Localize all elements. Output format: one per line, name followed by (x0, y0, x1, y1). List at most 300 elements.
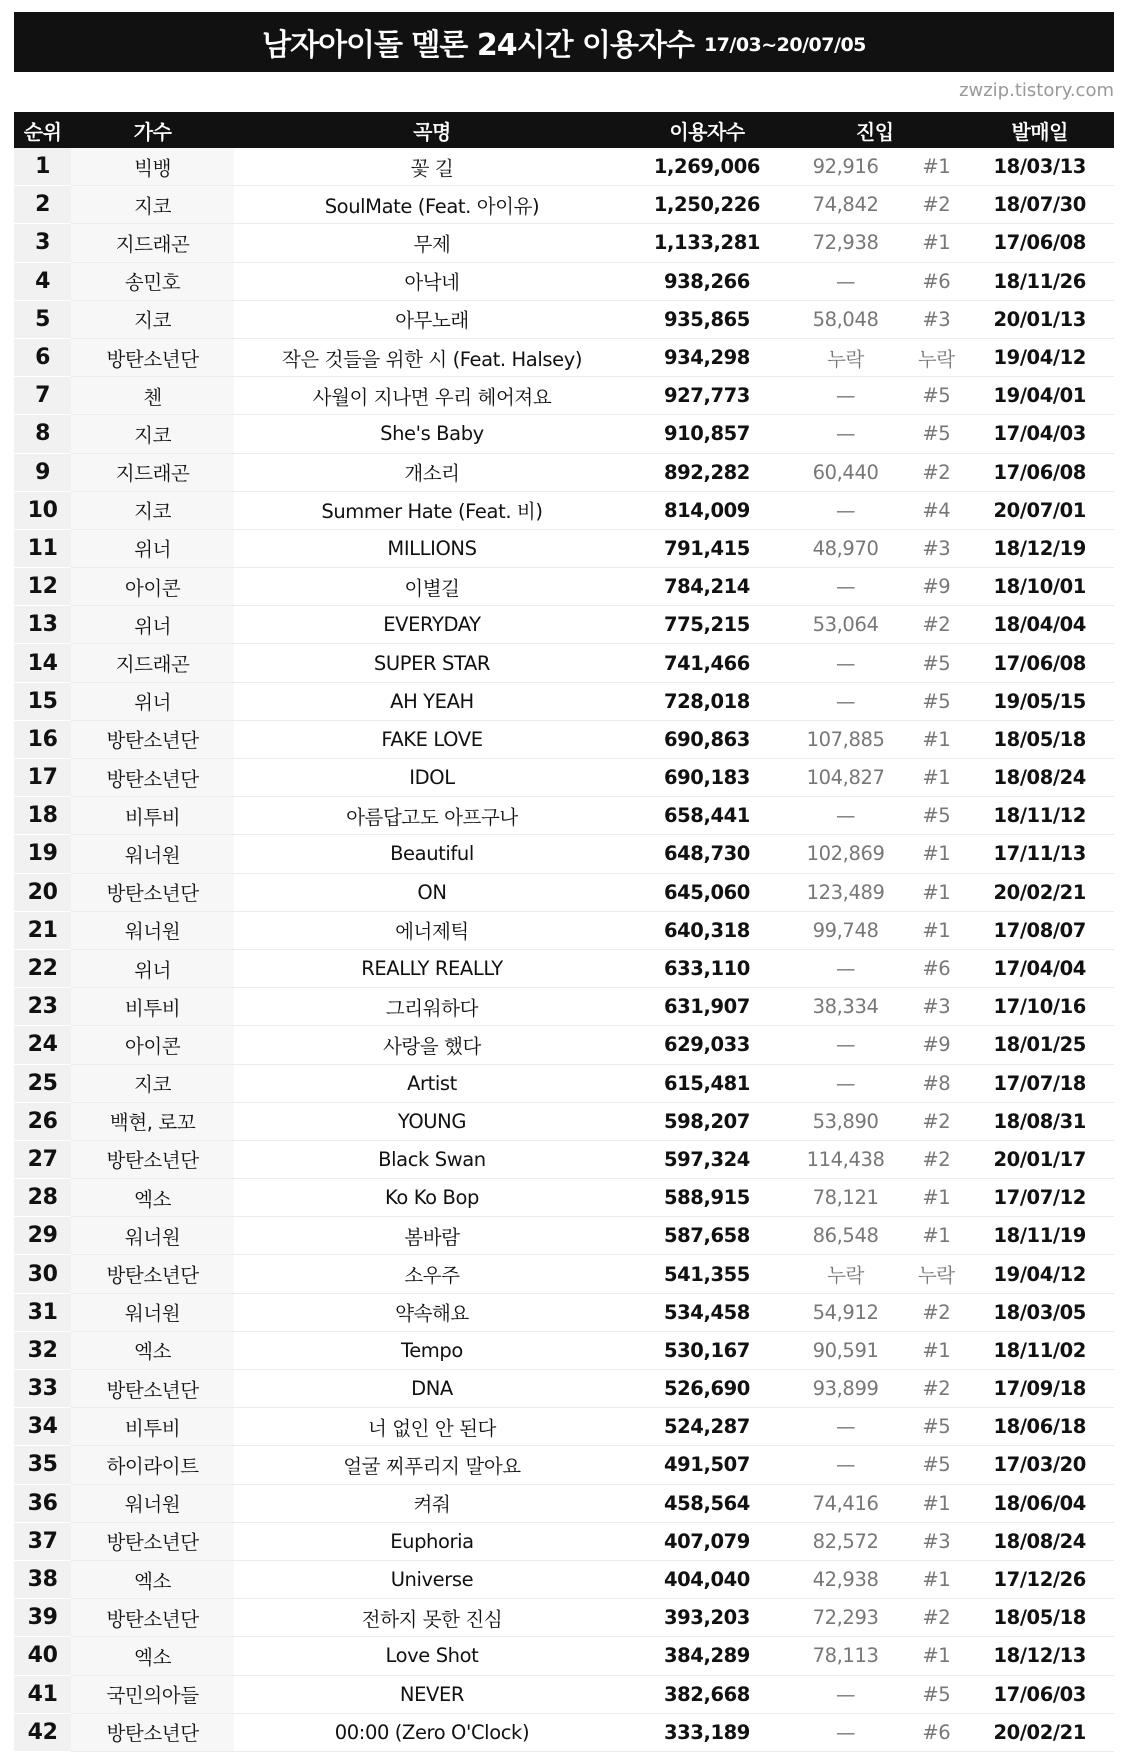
artist-cell: 방탄소년단 (71, 873, 234, 911)
entry-count-cell: 86,548 (784, 1217, 907, 1255)
table-row (14, 262, 1114, 300)
artist-cell: 아이콘 (71, 568, 234, 606)
song-cell: SoulMate (Feat. 아이유) (234, 186, 630, 224)
artist-cell: 엑소 (71, 1179, 234, 1217)
release-date-cell: 17/04/04 (965, 949, 1114, 987)
ranking-table (14, 112, 1114, 1752)
rank-cell: 3 (14, 224, 71, 262)
listeners-cell: 524,287 (630, 1408, 784, 1446)
artist-cell: 워너원 (71, 1484, 234, 1522)
entry-rank-cell: #3 (907, 300, 965, 338)
release-date-cell: 18/11/12 (965, 797, 1114, 835)
rank-cell: 32 (14, 1331, 71, 1369)
listeners-cell: 633,110 (630, 949, 784, 987)
entry-rank-cell: #1 (907, 1179, 965, 1217)
listeners-cell: 935,865 (630, 300, 784, 338)
entry-count-cell: 93,899 (784, 1370, 907, 1408)
entry-count-cell: 53,064 (784, 606, 907, 644)
song-cell: IDOL (234, 759, 630, 797)
release-date-cell: 18/03/05 (965, 1293, 1114, 1331)
table-row (14, 1675, 1114, 1713)
rank-cell: 30 (14, 1255, 71, 1293)
entry-count-cell: 99,748 (784, 911, 907, 949)
rank-cell: 34 (14, 1408, 71, 1446)
artist-cell: 지코 (71, 415, 234, 453)
song-cell: MILLIONS (234, 529, 630, 567)
artist-cell: 국민의아들 (71, 1675, 234, 1713)
rank-cell: 23 (14, 988, 71, 1026)
entry-rank-cell: #5 (907, 415, 965, 453)
entry-rank-cell: #1 (907, 1484, 965, 1522)
listeners-cell: 784,214 (630, 568, 784, 606)
column-header-release: 발매일 (965, 112, 1114, 148)
entry-rank-cell: #1 (907, 148, 965, 186)
column-header-rank: 순위 (14, 112, 71, 148)
entry-rank-cell: #6 (907, 949, 965, 987)
song-cell: 아낙네 (234, 262, 630, 300)
release-date-cell: 17/06/03 (965, 1675, 1114, 1713)
table-row (14, 949, 1114, 987)
entry-count-cell: — (784, 568, 907, 606)
rank-cell: 4 (14, 262, 71, 300)
listeners-cell: 645,060 (630, 873, 784, 911)
release-date-cell: 18/11/19 (965, 1217, 1114, 1255)
listeners-cell: 910,857 (630, 415, 784, 453)
listeners-cell: 775,215 (630, 606, 784, 644)
release-date-cell: 19/04/12 (965, 338, 1114, 376)
entry-count-cell: — (784, 1026, 907, 1064)
entry-count-cell: 58,048 (784, 300, 907, 338)
rank-cell: 42 (14, 1713, 71, 1751)
release-date-cell: 19/05/15 (965, 682, 1114, 720)
rank-cell: 35 (14, 1446, 71, 1484)
release-date-cell: 18/07/30 (965, 186, 1114, 224)
song-cell: 에너제틱 (234, 911, 630, 949)
entry-rank-cell: 누락 (907, 338, 965, 376)
release-date-cell: 18/12/13 (965, 1637, 1114, 1675)
column-header-listeners: 이용자수 (630, 112, 784, 148)
rank-cell: 39 (14, 1599, 71, 1637)
entry-count-cell: 74,416 (784, 1484, 907, 1522)
listeners-cell: 938,266 (630, 262, 784, 300)
artist-cell: 엑소 (71, 1331, 234, 1369)
entry-count-cell: 72,293 (784, 1599, 907, 1637)
release-date-cell: 20/07/01 (965, 491, 1114, 529)
rank-cell: 26 (14, 1102, 71, 1140)
listeners-cell: 587,658 (630, 1217, 784, 1255)
entry-count-cell: — (784, 797, 907, 835)
table-row (14, 873, 1114, 911)
entry-rank-cell: #2 (907, 1293, 965, 1331)
table-row (14, 1179, 1114, 1217)
entry-rank-cell: #1 (907, 1637, 965, 1675)
table-row (14, 682, 1114, 720)
artist-cell: 빅뱅 (71, 148, 234, 186)
release-date-cell: 20/02/21 (965, 1713, 1114, 1751)
listeners-cell: 728,018 (630, 682, 784, 720)
table-row (14, 415, 1114, 453)
rank-cell: 27 (14, 1140, 71, 1178)
release-date-cell: 17/03/20 (965, 1446, 1114, 1484)
release-date-cell: 18/08/24 (965, 759, 1114, 797)
table-row (14, 1560, 1114, 1598)
artist-cell: 방탄소년단 (71, 338, 234, 376)
table-body (14, 148, 1114, 1751)
song-cell: 00:00 (Zero O'Clock) (234, 1713, 630, 1751)
entry-count-cell: 82,572 (784, 1522, 907, 1560)
artist-cell: 비투비 (71, 1408, 234, 1446)
artist-cell: 위너 (71, 529, 234, 567)
entry-rank-cell: #1 (907, 873, 965, 911)
column-header-artist: 가수 (71, 112, 234, 148)
entry-count-cell: 78,113 (784, 1637, 907, 1675)
table-row (14, 988, 1114, 1026)
release-date-cell: 17/07/12 (965, 1179, 1114, 1217)
entry-count-cell: 78,121 (784, 1179, 907, 1217)
song-cell: Beautiful (234, 835, 630, 873)
entry-count-cell: — (784, 1064, 907, 1102)
entry-rank-cell: #1 (907, 759, 965, 797)
entry-rank-cell: #5 (907, 1446, 965, 1484)
listeners-cell: 690,863 (630, 720, 784, 758)
listeners-cell: 631,907 (630, 988, 784, 1026)
song-cell: SUPER STAR (234, 644, 630, 682)
song-cell: 사월이 지나면 우리 헤어져요 (234, 377, 630, 415)
artist-cell: 비투비 (71, 988, 234, 1026)
entry-count-cell: 54,912 (784, 1293, 907, 1331)
rank-cell: 38 (14, 1560, 71, 1598)
song-cell: REALLY REALLY (234, 949, 630, 987)
table-row (14, 1064, 1114, 1102)
release-date-cell: 18/08/24 (965, 1522, 1114, 1560)
artist-cell: 비투비 (71, 797, 234, 835)
listeners-cell: 393,203 (630, 1599, 784, 1637)
entry-count-cell: — (784, 1446, 907, 1484)
song-cell: Summer Hate (Feat. 비) (234, 491, 630, 529)
entry-count-cell: 123,489 (784, 873, 907, 911)
listeners-cell: 648,730 (630, 835, 784, 873)
entry-rank-cell: #5 (907, 1675, 965, 1713)
song-cell: 작은 것들을 위한 시 (Feat. Halsey) (234, 338, 630, 376)
release-date-cell: 17/06/08 (965, 453, 1114, 491)
entry-count-cell: 114,438 (784, 1140, 907, 1178)
artist-cell: 방탄소년단 (71, 720, 234, 758)
entry-rank-cell: #9 (907, 1026, 965, 1064)
rank-cell: 24 (14, 1026, 71, 1064)
entry-count-cell: — (784, 682, 907, 720)
artist-cell: 하이라이트 (71, 1446, 234, 1484)
entry-rank-cell: #8 (907, 1064, 965, 1102)
rank-cell: 9 (14, 453, 71, 491)
song-cell: 소우주 (234, 1255, 630, 1293)
entry-count-cell: 53,890 (784, 1102, 907, 1140)
song-cell: NEVER (234, 1675, 630, 1713)
release-date-cell: 17/11/13 (965, 835, 1114, 873)
artist-cell: 엑소 (71, 1560, 234, 1598)
table-row (14, 1522, 1114, 1560)
listeners-cell: 526,690 (630, 1370, 784, 1408)
release-date-cell: 17/10/16 (965, 988, 1114, 1026)
entry-rank-cell: #4 (907, 491, 965, 529)
entry-count-cell: 104,827 (784, 759, 907, 797)
song-cell: 봄바람 (234, 1217, 630, 1255)
rank-cell: 5 (14, 300, 71, 338)
release-date-cell: 18/06/04 (965, 1484, 1114, 1522)
rank-cell: 17 (14, 759, 71, 797)
song-cell: 무제 (234, 224, 630, 262)
listeners-cell: 741,466 (630, 644, 784, 682)
entry-count-cell: — (784, 415, 907, 453)
table-row (14, 529, 1114, 567)
entry-rank-cell: #2 (907, 186, 965, 224)
rank-cell: 25 (14, 1064, 71, 1102)
listeners-cell: 927,773 (630, 377, 784, 415)
rank-cell: 1 (14, 148, 71, 186)
entry-rank-cell: #3 (907, 1522, 965, 1560)
table-header-row (14, 112, 1114, 148)
song-cell: 꽃 길 (234, 148, 630, 186)
artist-cell: 방탄소년단 (71, 1140, 234, 1178)
entry-rank-cell: #3 (907, 529, 965, 567)
song-cell: ON (234, 873, 630, 911)
entry-rank-cell: #6 (907, 262, 965, 300)
artist-cell: 지드래곤 (71, 644, 234, 682)
artist-cell: 방탄소년단 (71, 1370, 234, 1408)
entry-count-cell: — (784, 949, 907, 987)
release-date-cell: 18/11/26 (965, 262, 1114, 300)
entry-rank-cell: #1 (907, 720, 965, 758)
rank-cell: 2 (14, 186, 71, 224)
rank-cell: 19 (14, 835, 71, 873)
release-date-cell: 17/07/18 (965, 1064, 1114, 1102)
song-cell: Euphoria (234, 1522, 630, 1560)
release-date-cell: 18/08/31 (965, 1102, 1114, 1140)
table-row (14, 1637, 1114, 1675)
entry-rank-cell: #2 (907, 453, 965, 491)
artist-cell: 위너 (71, 682, 234, 720)
table-row (14, 377, 1114, 415)
release-date-cell: 18/12/19 (965, 529, 1114, 567)
entry-rank-cell: #1 (907, 911, 965, 949)
rank-cell: 8 (14, 415, 71, 453)
artist-cell: 워너원 (71, 911, 234, 949)
rank-cell: 7 (14, 377, 71, 415)
table-row (14, 568, 1114, 606)
entry-rank-cell: #5 (907, 1408, 965, 1446)
entry-count-cell: 60,440 (784, 453, 907, 491)
entry-count-cell: 누락 (784, 1255, 907, 1293)
song-cell: DNA (234, 1370, 630, 1408)
table-row (14, 224, 1114, 262)
table-row (14, 491, 1114, 529)
release-date-cell: 17/12/26 (965, 1560, 1114, 1598)
release-date-cell: 20/01/13 (965, 300, 1114, 338)
entry-count-cell: 92,916 (784, 148, 907, 186)
release-date-cell: 17/06/08 (965, 644, 1114, 682)
table-row (14, 1140, 1114, 1178)
entry-rank-cell: #2 (907, 1599, 965, 1637)
listeners-cell: 491,507 (630, 1446, 784, 1484)
listeners-cell: 597,324 (630, 1140, 784, 1178)
table-row (14, 1484, 1114, 1522)
listeners-cell: 404,040 (630, 1560, 784, 1598)
release-date-cell: 18/10/01 (965, 568, 1114, 606)
rank-cell: 40 (14, 1637, 71, 1675)
artist-cell: 첸 (71, 377, 234, 415)
rank-cell: 14 (14, 644, 71, 682)
entry-count-cell: 107,885 (784, 720, 907, 758)
rank-cell: 20 (14, 873, 71, 911)
entry-rank-cell: 누락 (907, 1255, 965, 1293)
artist-cell: 방탄소년단 (71, 759, 234, 797)
table-row (14, 1713, 1114, 1751)
song-cell: YOUNG (234, 1102, 630, 1140)
entry-rank-cell: #1 (907, 1560, 965, 1598)
rank-cell: 16 (14, 720, 71, 758)
table-row (14, 720, 1114, 758)
rank-cell: 15 (14, 682, 71, 720)
artist-cell: 백현, 로꼬 (71, 1102, 234, 1140)
table-row (14, 1255, 1114, 1293)
listeners-cell: 541,355 (630, 1255, 784, 1293)
table-row (14, 797, 1114, 835)
table-row (14, 644, 1114, 682)
listeners-cell: 892,282 (630, 453, 784, 491)
title-bar (14, 12, 1114, 72)
artist-cell: 지코 (71, 186, 234, 224)
rank-cell: 6 (14, 338, 71, 376)
listeners-cell: 814,009 (630, 491, 784, 529)
table-row (14, 148, 1114, 186)
entry-rank-cell: #5 (907, 797, 965, 835)
entry-count-cell: 102,869 (784, 835, 907, 873)
song-cell: 얼굴 찌푸리지 말아요 (234, 1446, 630, 1484)
rank-cell: 29 (14, 1217, 71, 1255)
entry-rank-cell: #9 (907, 568, 965, 606)
song-cell: 아름답고도 아프구나 (234, 797, 630, 835)
listeners-cell: 384,289 (630, 1637, 784, 1675)
entry-count-cell: — (784, 1675, 907, 1713)
rank-cell: 11 (14, 529, 71, 567)
table-row (14, 1217, 1114, 1255)
entry-rank-cell: #1 (907, 1331, 965, 1369)
song-cell: Love Shot (234, 1637, 630, 1675)
artist-cell: 지코 (71, 491, 234, 529)
listeners-cell: 458,564 (630, 1484, 784, 1522)
song-cell: FAKE LOVE (234, 720, 630, 758)
rank-cell: 31 (14, 1293, 71, 1331)
entry-count-cell: — (784, 1713, 907, 1751)
song-cell: Universe (234, 1560, 630, 1598)
entry-rank-cell: #2 (907, 1140, 965, 1178)
table-row (14, 1599, 1114, 1637)
song-cell: 아무노래 (234, 300, 630, 338)
release-date-cell: 17/06/08 (965, 224, 1114, 262)
entry-rank-cell: #1 (907, 1217, 965, 1255)
listeners-cell: 530,167 (630, 1331, 784, 1369)
table-row (14, 453, 1114, 491)
release-date-cell: 19/04/12 (965, 1255, 1114, 1293)
release-date-cell: 19/04/01 (965, 377, 1114, 415)
listeners-cell: 598,207 (630, 1102, 784, 1140)
song-cell: Artist (234, 1064, 630, 1102)
listeners-cell: 690,183 (630, 759, 784, 797)
rank-cell: 18 (14, 797, 71, 835)
entry-rank-cell: #2 (907, 1102, 965, 1140)
table-row (14, 1331, 1114, 1369)
entry-rank-cell: #1 (907, 835, 965, 873)
table-row (14, 606, 1114, 644)
rank-cell: 13 (14, 606, 71, 644)
song-cell: She's Baby (234, 415, 630, 453)
song-cell: 켜줘 (234, 1484, 630, 1522)
rank-cell: 33 (14, 1370, 71, 1408)
entry-rank-cell: #2 (907, 606, 965, 644)
source-credit: zwzip.tistory.com (959, 80, 1114, 101)
listeners-cell: 333,189 (630, 1713, 784, 1751)
entry-count-cell: 90,591 (784, 1331, 907, 1369)
release-date-cell: 18/11/02 (965, 1331, 1114, 1369)
entry-count-cell: 42,938 (784, 1560, 907, 1598)
artist-cell: 송민호 (71, 262, 234, 300)
artist-cell: 아이콘 (71, 1026, 234, 1064)
listeners-cell: 1,269,006 (630, 148, 784, 186)
entry-rank-cell: #6 (907, 1713, 965, 1751)
artist-cell: 지드래곤 (71, 224, 234, 262)
listeners-cell: 382,668 (630, 1675, 784, 1713)
artist-cell: 지코 (71, 300, 234, 338)
artist-cell: 방탄소년단 (71, 1713, 234, 1751)
entry-rank-cell: #5 (907, 644, 965, 682)
artist-cell: 워너원 (71, 835, 234, 873)
table-row (14, 1026, 1114, 1064)
table-row (14, 911, 1114, 949)
song-cell: AH YEAH (234, 682, 630, 720)
listeners-cell: 588,915 (630, 1179, 784, 1217)
column-header-entry: 진입 (784, 112, 966, 148)
song-cell: 약속해요 (234, 1293, 630, 1331)
entry-count-cell: 72,938 (784, 224, 907, 262)
song-cell: 그리워하다 (234, 988, 630, 1026)
entry-count-cell: 74,842 (784, 186, 907, 224)
release-date-cell: 18/04/04 (965, 606, 1114, 644)
release-date-cell: 18/03/13 (965, 148, 1114, 186)
release-date-cell: 20/01/17 (965, 1140, 1114, 1178)
entry-count-cell: — (784, 262, 907, 300)
table-row (14, 1102, 1114, 1140)
entry-count-cell: 38,334 (784, 988, 907, 1026)
entry-count-cell: — (784, 644, 907, 682)
rank-cell: 37 (14, 1522, 71, 1560)
listeners-cell: 640,318 (630, 911, 784, 949)
artist-cell: 위너 (71, 949, 234, 987)
table-row (14, 1293, 1114, 1331)
listeners-cell: 615,481 (630, 1064, 784, 1102)
table-row (14, 759, 1114, 797)
song-cell: 전하지 못한 진심 (234, 1599, 630, 1637)
page-title: 남자아이돌 멜론 24시간 이용자수 (262, 28, 694, 63)
song-cell: 개소리 (234, 453, 630, 491)
song-cell: 너 없인 안 된다 (234, 1408, 630, 1446)
artist-cell: 방탄소년단 (71, 1599, 234, 1637)
table-row (14, 835, 1114, 873)
release-date-cell: 18/05/18 (965, 720, 1114, 758)
rank-cell: 21 (14, 911, 71, 949)
rank-cell: 36 (14, 1484, 71, 1522)
artist-cell: 지코 (71, 1064, 234, 1102)
release-date-cell: 18/06/18 (965, 1408, 1114, 1446)
artist-cell: 지드래곤 (71, 453, 234, 491)
